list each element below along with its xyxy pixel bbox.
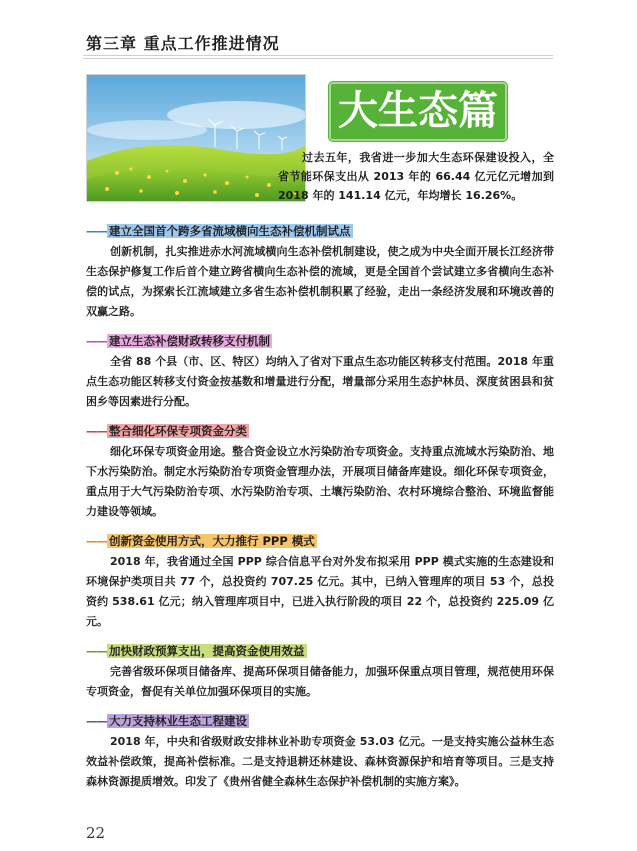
section-ppp-model — [86, 532, 554, 632]
section-heading — [86, 422, 554, 440]
heading-dash: —— — [86, 424, 107, 438]
heading-dash: —— — [86, 534, 107, 548]
section-ecological-compensation-pilot — [86, 222, 554, 322]
landscape-illustration — [86, 74, 306, 202]
section-heading — [86, 332, 554, 350]
section-forestry-projects — [86, 712, 554, 792]
section-heading — [86, 222, 554, 240]
section-body: 2018 年，中央和省级财政安排林业补助专项资金 53.03 亿元。一是支持实施公益林生态效益补偿政策，提高补偿标准。二是支持退耕还林建设、森林资源保护和培育等项目。三是支持森林资源提质增效。印发了《贵州省健全森林生态保护补偿机制的实施方案》。 — [86, 735, 554, 788]
section-body: 全省 88 个县（市、区、特区）均纳入了省对下重点生态功能区转移支付范围。2018 年重点生态功能区转移支付资金按基数和增量进行分配，增量部分采用生态护林员、深度贫困县和贫困乡等因素进行分配。 — [86, 355, 554, 408]
page-number: 22 — [86, 824, 106, 842]
intro-paragraph — [278, 148, 554, 205]
section-fund-classification — [86, 422, 554, 522]
section-title-badge: 大生态篇 — [329, 82, 507, 141]
section-transfer-payment — [86, 332, 554, 412]
section-body: 2018 年，我省通过全国 PPP 综合信息平台对外发布拟采用 PPP 模式实施的生态建设和环境保护类项目共 77 个，总投资约 707.25 亿元。其中，已纳入管理库的项目 53 个，总投资约 538.61 亿元；纳入管理库项目中，已进入执行阶段的项目 22 个，总投资约 225.09 亿元。 — [86, 555, 554, 628]
heading-text: 建立全国首个跨多省流域横向生态补偿机制试点 — [109, 224, 351, 238]
heading-dash: —— — [86, 334, 107, 348]
section-budget-spending — [86, 642, 554, 702]
heading-dash: —— — [86, 644, 107, 658]
section-heading — [86, 642, 554, 660]
chapter-header: 第三章 重点工作推进情况 — [86, 34, 280, 53]
section-heading — [86, 532, 554, 550]
heading-dash: —— — [86, 714, 107, 728]
section-heading — [86, 712, 554, 730]
heading-text: 建立生态补偿财政转移支付机制 — [109, 334, 270, 348]
intro-text: 过去五年，我省进一步加大生态环保建设投入，全省节能环保支出从 2013 年的 66.44 亿元亿元增加到 2018 年的 141.14 亿元，年均增长 16.26%。 — [278, 151, 554, 202]
section-body: 细化环保专项资金用途。整合资金设立水污染防治专项资金。支持重点流域水污染防治、地下水污染防治。制定水污染防治专项资金管理办法，开展项目储备库建设。细化环保专项资金，重点用于大气污染防治专项、水污染防治专项、土壤污染防治、农村环境综合整治、环境监督能力建设等领域。 — [86, 445, 554, 518]
header-rule — [83, 55, 553, 56]
heading-text: 整合细化环保专项资金分类 — [109, 424, 247, 438]
section-body: 完善省级环保项目储备库、提高环保项目储备能力，加强环保重点项目管理，规范使用环保专项资金，督促有关单位加强环保项目的实施。 — [86, 665, 554, 698]
heading-text: 加快财政预算支出，提高资金使用效益 — [109, 644, 305, 658]
heading-text: 创新资金使用方式，大力推行 PPP 模式 — [109, 534, 315, 548]
section-body: 创新机制，扎实推进赤水河流域横向生态补偿机制建设，使之成为中央全面开展长江经济带生态保护修复工作后首个建立跨省横向生态补偿的流域，更是全国首个尝试建立多省横向生态补偿的试点，为探索长江流域建立多省生态补偿机制积累了经验，走出一条经济发展和环境改善的双赢之路。 — [86, 245, 554, 318]
heading-dash: —— — [86, 224, 107, 238]
header-rule-thin — [83, 58, 553, 59]
heading-text: 大力支持林业生态工程建设 — [109, 714, 247, 728]
